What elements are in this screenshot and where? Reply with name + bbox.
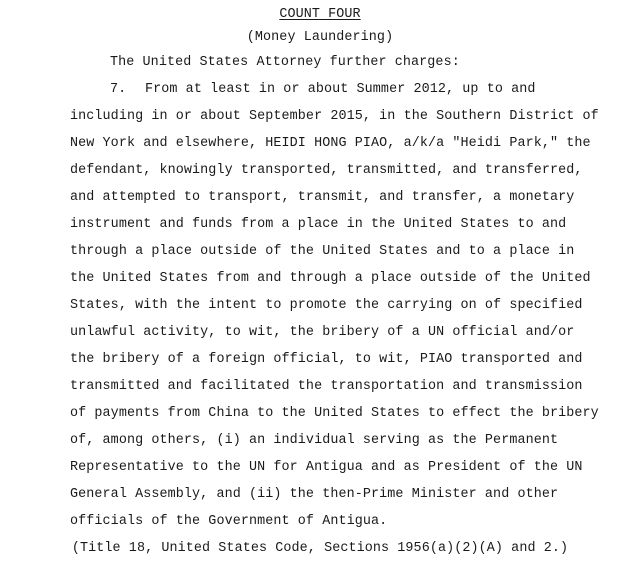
paragraph-number: 7. [110, 82, 127, 97]
statute-citation: (Title 18, United States Code, Sections 1956(a)(2)(A) and 2.) [71, 541, 569, 556]
count-subheading: (Money Laundering) [246, 30, 394, 45]
body-line: States, with the intent to promote the carrying on of specified [70, 298, 583, 313]
body-line: of, among others, (i) an individual serving as the Permanent [70, 433, 559, 448]
intro-text: The United States Attorney further charges: [110, 55, 460, 70]
count-heading: COUNT FOUR [279, 7, 361, 22]
body-line: unlawful activity, to wit, the bribery of a UN official and/or [70, 325, 575, 340]
body-line: including in or about September 2015, in the Southern District of [70, 109, 599, 124]
body-line: the United States from and through a place outside of the United [70, 271, 591, 286]
body-line: defendant, knowingly transported, transmitted, and transferred, [70, 163, 583, 178]
body-line: and attempted to transport, transmit, and transfer, a monetary [70, 190, 575, 205]
body-line: officials of the Government of Antigua. [70, 514, 388, 529]
body-line: New York and elsewhere, HEIDI HONG PIAO, a/k/a "Heidi Park," the [70, 136, 591, 151]
body-line: instrument and funds from a place in the United States to and [70, 217, 567, 232]
body-line: through a place outside of the United States and to a place in [70, 244, 575, 259]
body-line: From at least in or about Summer 2012, up to and [145, 82, 536, 97]
body-line: the bribery of a foreign official, to wit, PIAO transported and [70, 352, 583, 367]
body-line: transmitted and facilitated the transportation and transmission [70, 379, 583, 394]
body-line: Representative to the UN for Antigua and as President of the UN [70, 460, 583, 475]
body-line: General Assembly, and (ii) the then-Prime Minister and other [70, 487, 559, 502]
body-line: of payments from China to the United States to effect the bribery [70, 406, 599, 421]
